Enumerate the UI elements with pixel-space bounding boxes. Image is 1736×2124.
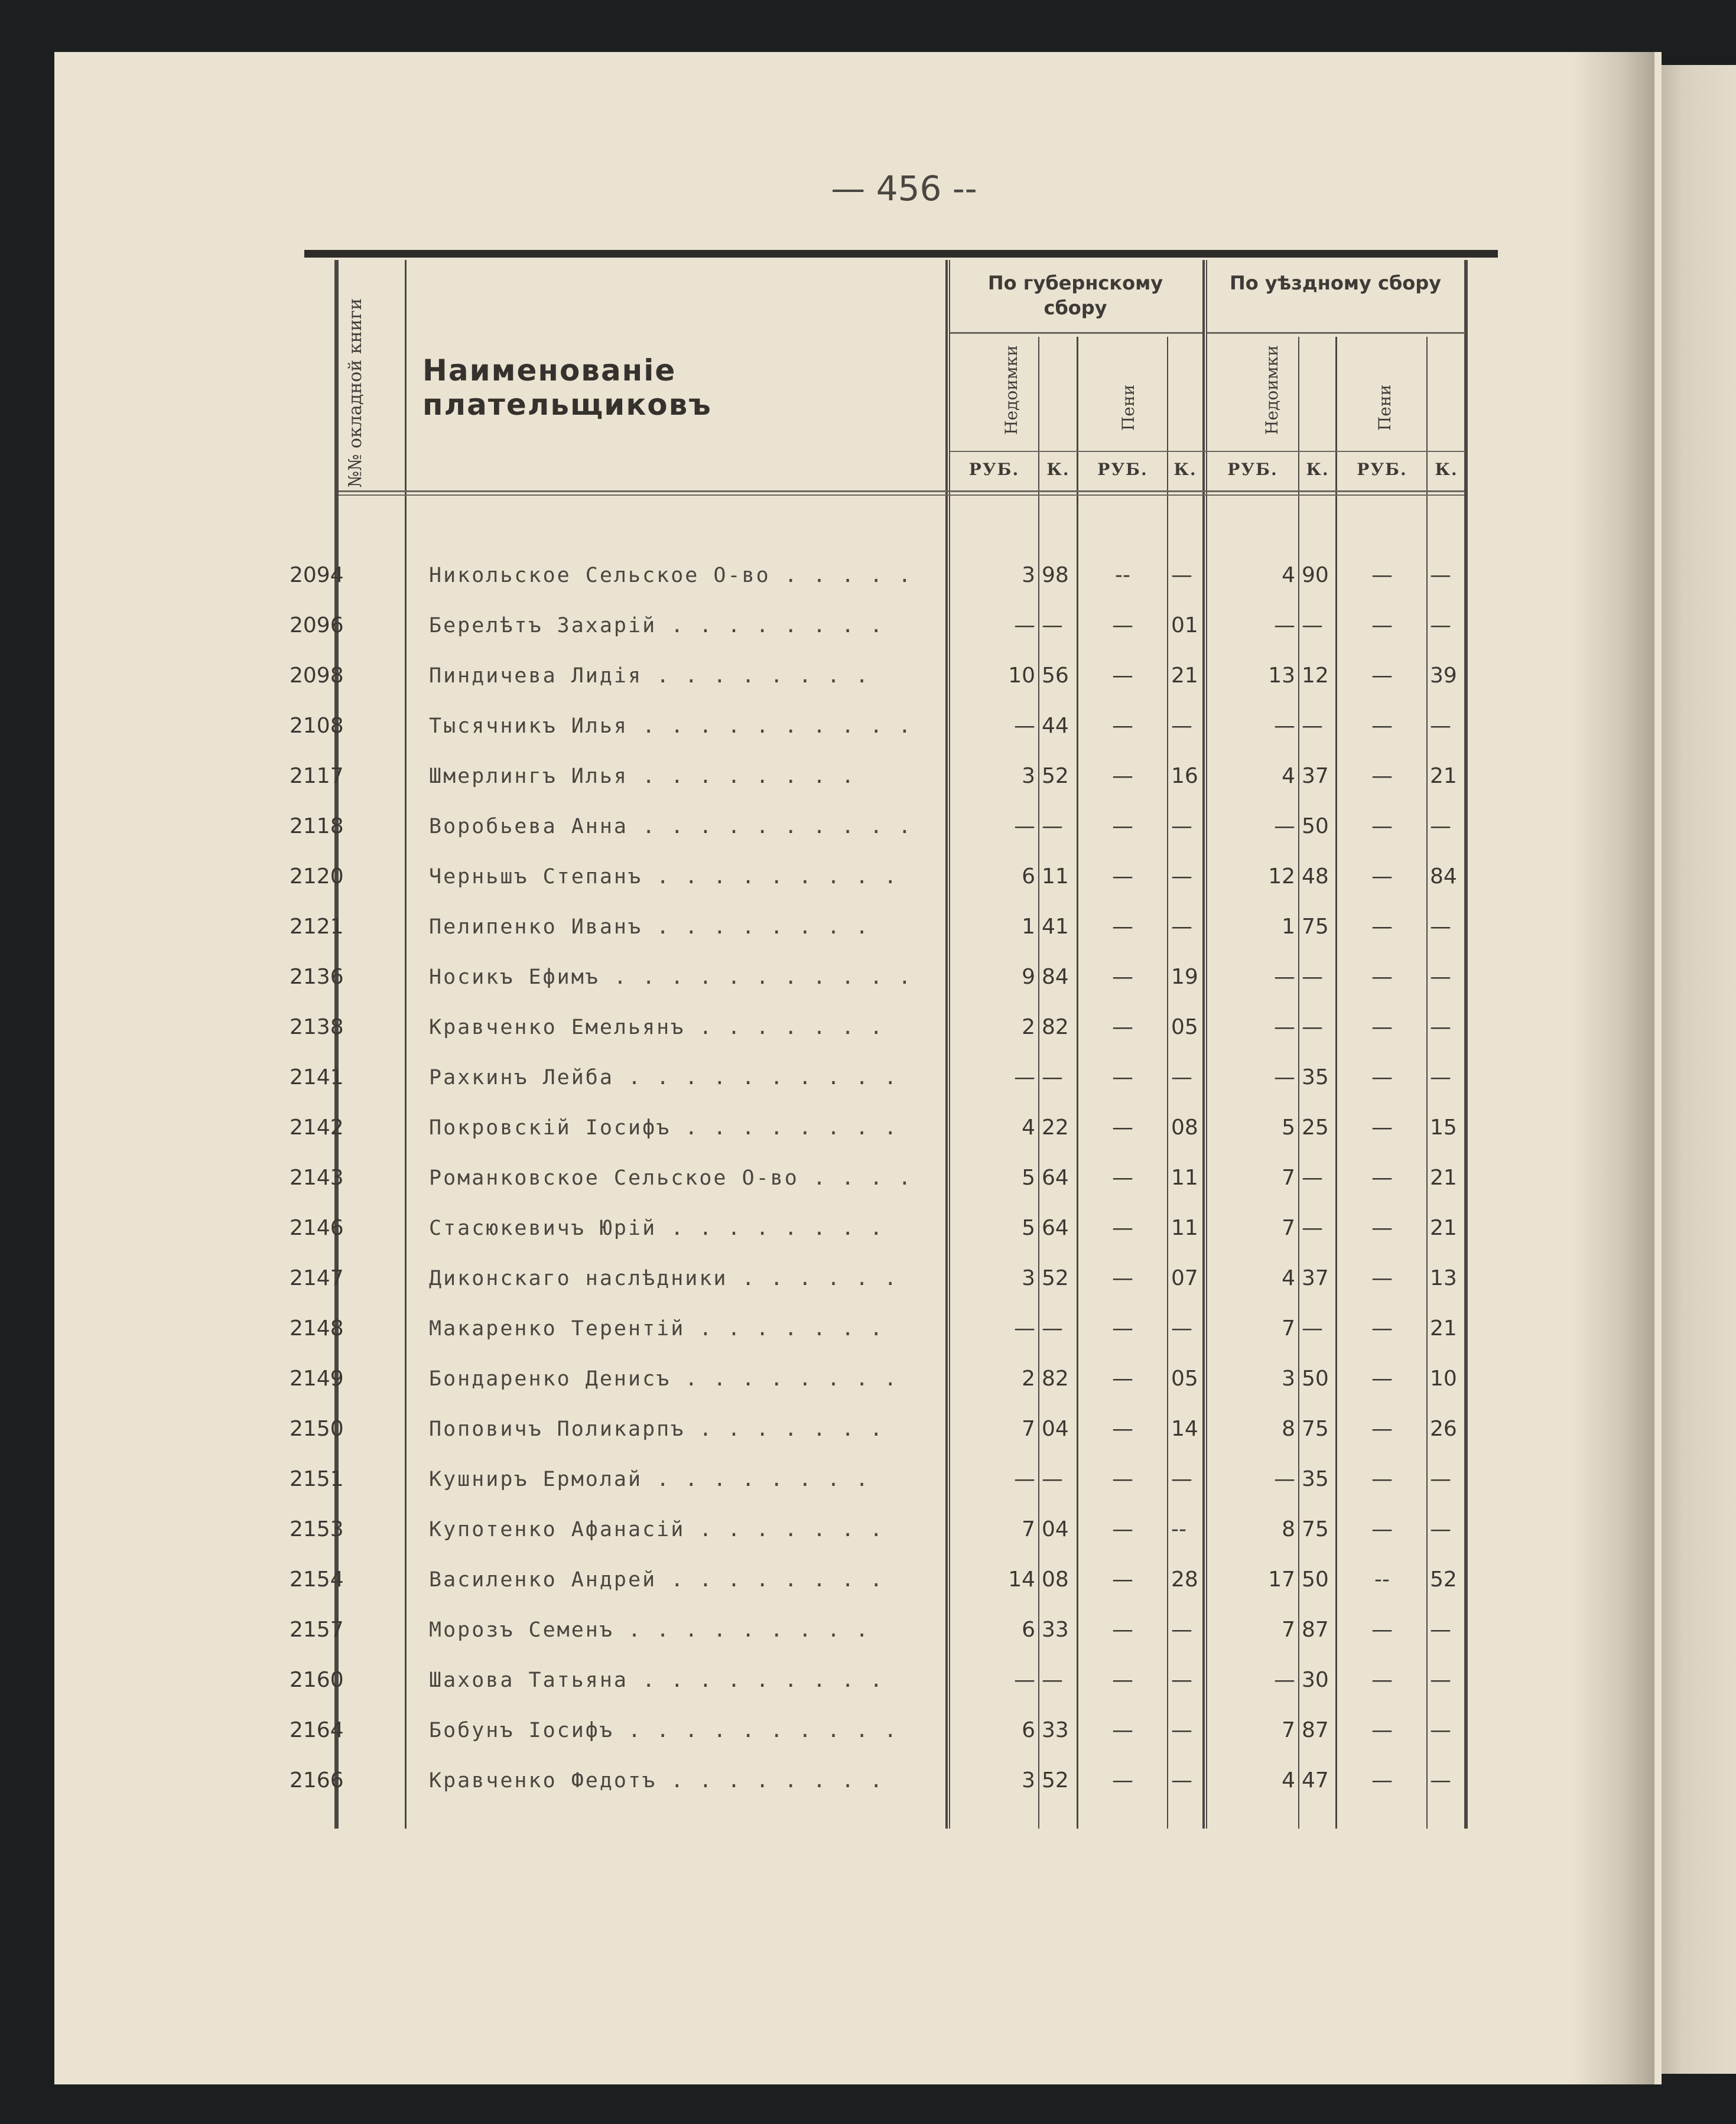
prov-penalty-kop: 08 bbox=[1171, 1115, 1198, 1140]
book-number: 2148 bbox=[290, 1316, 344, 1341]
prov-penalty-rub: — bbox=[1112, 1517, 1133, 1541]
prov-penalty-rub: — bbox=[1112, 1065, 1133, 1089]
prov-penalty-kop: 11 bbox=[1171, 1166, 1198, 1190]
table-row bbox=[0, 1053, 1607, 1102]
prov-arrears-rub: — bbox=[1014, 814, 1035, 838]
prov-penalty-rub: — bbox=[1112, 663, 1133, 688]
provincial-arrears-rub-unit: РУБ. bbox=[968, 460, 1020, 479]
prov-arrears-rub: 3 bbox=[1022, 1266, 1035, 1290]
dist-penalty-kop: 39 bbox=[1430, 663, 1457, 688]
dist-penalty-rub: — bbox=[1371, 613, 1393, 637]
book-number: 2136 bbox=[290, 965, 344, 989]
table-row bbox=[0, 1304, 1607, 1354]
district-arrears-rub-unit: РУБ. bbox=[1227, 460, 1278, 479]
dist-penalty-rub: — bbox=[1371, 1015, 1393, 1039]
prov-penalty-rub: — bbox=[1112, 764, 1133, 788]
district-arrears-header: Недоимки bbox=[1262, 345, 1282, 435]
book-number: 2120 bbox=[290, 864, 344, 889]
payer-name: Шахова Татьяна . . . . . . . . . bbox=[429, 1668, 885, 1692]
book-number: 2141 bbox=[290, 1065, 344, 1089]
payer-name: Бондаренко Денисъ . . . . . . . . bbox=[429, 1367, 899, 1391]
book-number: 2147 bbox=[290, 1266, 344, 1290]
prov-penalty-rub: — bbox=[1112, 1417, 1133, 1441]
prov-penalty-rub: — bbox=[1112, 1668, 1133, 1692]
table-row bbox=[0, 752, 1607, 801]
table-row bbox=[0, 651, 1607, 701]
dist-penalty-rub: — bbox=[1371, 1517, 1393, 1541]
prov-arrears-kop: — bbox=[1042, 814, 1063, 838]
payer-name: Тысячникъ Илья . . . . . . . . . . bbox=[429, 714, 913, 738]
header-bottom-rule bbox=[339, 495, 1464, 496]
dist-arrears-kop: 50 bbox=[1302, 1367, 1329, 1391]
payer-name: Рахкинъ Лейба . . . . . . . . . . bbox=[429, 1066, 899, 1089]
dist-arrears-rub: 8 bbox=[1282, 1417, 1295, 1441]
prov-penalty-kop: 07 bbox=[1171, 1266, 1198, 1290]
prov-penalty-kop: 28 bbox=[1171, 1567, 1198, 1592]
prov-arrears-kop: — bbox=[1042, 1316, 1063, 1341]
dist-arrears-kop: 75 bbox=[1302, 1517, 1329, 1541]
dist-arrears-kop: 75 bbox=[1302, 1417, 1329, 1441]
dist-penalty-rub: — bbox=[1371, 1266, 1393, 1290]
dist-penalty-rub: — bbox=[1371, 1216, 1393, 1240]
prov-penalty-rub: — bbox=[1112, 1768, 1133, 1793]
dist-penalty-rub: — bbox=[1371, 1065, 1393, 1089]
table-row bbox=[0, 1505, 1607, 1554]
dist-penalty-kop: — bbox=[1430, 563, 1451, 587]
prov-penalty-kop: 21 bbox=[1171, 663, 1198, 688]
prov-arrears-kop: — bbox=[1042, 1668, 1063, 1692]
dist-arrears-kop: 50 bbox=[1302, 1567, 1329, 1592]
provincial-penalty-rub-unit: РУБ. bbox=[1097, 460, 1148, 479]
district-tax-header: По уѣздному сбору bbox=[1229, 272, 1442, 294]
payer-name: Шмерлингъ Илья . . . . . . . . bbox=[429, 765, 856, 788]
prov-arrears-kop: 44 bbox=[1042, 714, 1069, 738]
dist-penalty-rub: — bbox=[1371, 1417, 1393, 1441]
payer-name-header: Наименованіе плательщиковъ bbox=[422, 353, 712, 422]
dist-arrears-rub: 1 bbox=[1282, 915, 1295, 939]
prov-penalty-kop: 14 bbox=[1171, 1417, 1198, 1441]
prov-arrears-kop: 11 bbox=[1042, 864, 1069, 889]
payer-name: Никольское Сельское О-во . . . . . bbox=[429, 564, 913, 587]
book-number: 2149 bbox=[290, 1367, 344, 1391]
dist-arrears-rub: — bbox=[1274, 1015, 1295, 1039]
table-row bbox=[0, 1003, 1607, 1052]
dist-penalty-kop: — bbox=[1430, 1668, 1451, 1692]
dist-arrears-rub: — bbox=[1274, 714, 1295, 738]
prov-penalty-kop: 05 bbox=[1171, 1367, 1198, 1391]
prov-arrears-rub: — bbox=[1014, 1316, 1035, 1341]
book-number: 2153 bbox=[290, 1517, 344, 1541]
prov-arrears-kop: 33 bbox=[1042, 1718, 1069, 1742]
prov-arrears-rub: — bbox=[1014, 1668, 1035, 1692]
dist-penalty-kop: 26 bbox=[1430, 1417, 1457, 1441]
prov-penalty-kop: — bbox=[1171, 1668, 1192, 1692]
table-row bbox=[0, 1655, 1607, 1705]
payer-name: Бобунъ Іосифъ . . . . . . . . . . bbox=[429, 1719, 899, 1742]
dist-penalty-kop: — bbox=[1430, 915, 1451, 939]
book-number: 2160 bbox=[290, 1668, 344, 1692]
table-row bbox=[0, 952, 1607, 1002]
prov-arrears-rub: — bbox=[1014, 1467, 1035, 1491]
payer-name: Берелѣтъ Захарій . . . . . . . . bbox=[429, 614, 885, 637]
prov-penalty-kop: — bbox=[1171, 814, 1192, 838]
prov-arrears-kop: 08 bbox=[1042, 1567, 1069, 1592]
payer-name: Покровскій Іосифъ . . . . . . . . bbox=[429, 1116, 899, 1140]
prov-penalty-rub: — bbox=[1112, 1115, 1133, 1140]
dist-arrears-rub: 3 bbox=[1282, 1367, 1295, 1391]
payer-name: Василенко Андрей . . . . . . . . bbox=[429, 1568, 885, 1592]
district-penalty-kop-unit: К. bbox=[1435, 460, 1458, 479]
prov-arrears-rub: 3 bbox=[1022, 563, 1035, 587]
prov-arrears-kop: 04 bbox=[1042, 1517, 1069, 1541]
dist-penalty-rub: — bbox=[1371, 915, 1393, 939]
prov-penalty-kop: — bbox=[1171, 1618, 1192, 1642]
table-row bbox=[0, 1706, 1607, 1755]
prov-arrears-rub: 6 bbox=[1022, 1618, 1035, 1642]
district-penalty-rub-unit: РУБ. bbox=[1357, 460, 1407, 479]
dist-penalty-kop: 21 bbox=[1430, 1216, 1457, 1240]
dist-arrears-kop: 90 bbox=[1302, 563, 1329, 587]
table-row bbox=[0, 551, 1607, 600]
prov-arrears-kop: 64 bbox=[1042, 1216, 1069, 1240]
dist-arrears-rub: — bbox=[1274, 1467, 1295, 1491]
prov-arrears-kop: — bbox=[1042, 1467, 1063, 1491]
payer-name: Диконскаго наслѣдники . . . . . . bbox=[429, 1267, 899, 1290]
dist-penalty-kop: — bbox=[1430, 1467, 1451, 1491]
prov-arrears-rub: 9 bbox=[1022, 965, 1035, 989]
prov-arrears-rub: 4 bbox=[1022, 1115, 1035, 1140]
dist-penalty-rub: -- bbox=[1374, 1567, 1390, 1592]
dist-arrears-rub: — bbox=[1274, 814, 1295, 838]
dist-arrears-kop: 30 bbox=[1302, 1668, 1329, 1692]
prov-arrears-rub: — bbox=[1014, 613, 1035, 637]
prov-arrears-kop: 64 bbox=[1042, 1166, 1069, 1190]
dist-arrears-rub: — bbox=[1274, 613, 1295, 637]
payer-name: Пиндичева Лидія . . . . . . . . bbox=[429, 664, 870, 688]
table-row bbox=[0, 902, 1607, 952]
dist-penalty-rub: — bbox=[1371, 1718, 1393, 1742]
dist-arrears-kop: 12 bbox=[1302, 663, 1329, 688]
dist-arrears-kop: — bbox=[1302, 1015, 1323, 1039]
dist-arrears-kop: 87 bbox=[1302, 1718, 1329, 1742]
dist-arrears-kop: 25 bbox=[1302, 1115, 1329, 1140]
provincial-tax-header: По губернскому сбору bbox=[987, 272, 1163, 319]
prov-arrears-kop: 04 bbox=[1042, 1417, 1069, 1441]
dist-penalty-kop: 21 bbox=[1430, 764, 1457, 788]
table-row bbox=[0, 601, 1607, 650]
table-row bbox=[0, 1153, 1607, 1203]
dist-arrears-kop: — bbox=[1302, 1316, 1323, 1341]
dist-penalty-rub: — bbox=[1371, 1618, 1393, 1642]
prov-arrears-rub: 6 bbox=[1022, 1718, 1035, 1742]
table-row bbox=[0, 1103, 1607, 1153]
prov-arrears-kop: 22 bbox=[1042, 1115, 1069, 1140]
district-arrears-kop-unit: К. bbox=[1306, 460, 1329, 479]
prov-penalty-kop: 05 bbox=[1171, 1015, 1198, 1039]
dist-arrears-kop: — bbox=[1302, 613, 1323, 637]
payer-name: Романковское Сельское О-во . . . . bbox=[429, 1166, 913, 1190]
prov-penalty-kop: — bbox=[1171, 1065, 1192, 1089]
prov-arrears-kop: 84 bbox=[1042, 965, 1069, 989]
dist-penalty-rub: — bbox=[1371, 965, 1393, 989]
prov-arrears-rub: 14 bbox=[1008, 1567, 1035, 1592]
prov-penalty-kop: — bbox=[1171, 1718, 1192, 1742]
dist-arrears-kop: — bbox=[1302, 714, 1323, 738]
dist-penalty-rub: — bbox=[1371, 1166, 1393, 1190]
dist-arrears-kop: 35 bbox=[1302, 1467, 1329, 1491]
prov-penalty-kop: — bbox=[1171, 1467, 1192, 1491]
prov-arrears-rub: 3 bbox=[1022, 764, 1035, 788]
prov-arrears-kop: 52 bbox=[1042, 1266, 1069, 1290]
dist-arrears-kop: — bbox=[1302, 1216, 1323, 1240]
table-row bbox=[0, 1204, 1607, 1253]
payer-name: Поповичъ Поликарпъ . . . . . . . bbox=[429, 1417, 885, 1441]
prov-penalty-kop: — bbox=[1171, 563, 1192, 587]
dist-arrears-rub: 5 bbox=[1282, 1115, 1295, 1140]
prov-penalty-rub: — bbox=[1112, 1567, 1133, 1592]
book-number: 2166 bbox=[290, 1768, 344, 1793]
dist-arrears-kop: 35 bbox=[1302, 1065, 1329, 1089]
prov-penalty-kop: 19 bbox=[1171, 965, 1198, 989]
book-number: 2096 bbox=[290, 613, 344, 637]
prov-penalty-kop: -- bbox=[1171, 1517, 1186, 1541]
group-header-rule bbox=[1207, 332, 1465, 334]
prov-arrears-rub: 3 bbox=[1022, 1768, 1035, 1793]
prov-penalty-rub: — bbox=[1112, 965, 1133, 989]
payer-name: Стасюкевичъ Юрій . . . . . . . . bbox=[429, 1216, 885, 1240]
payer-name: Черньшъ Степанъ . . . . . . . . . bbox=[429, 865, 899, 889]
prov-arrears-rub: 7 bbox=[1022, 1417, 1035, 1441]
prov-penalty-rub: -- bbox=[1115, 563, 1130, 587]
table-row bbox=[0, 802, 1607, 851]
prov-arrears-kop: — bbox=[1042, 1065, 1063, 1089]
prov-penalty-rub: — bbox=[1112, 864, 1133, 889]
dist-penalty-rub: — bbox=[1371, 663, 1393, 688]
prov-arrears-rub: 2 bbox=[1022, 1367, 1035, 1391]
prov-arrears-rub: — bbox=[1014, 1065, 1035, 1089]
adjacent-page-edge bbox=[1649, 65, 1736, 2074]
dist-penalty-kop: — bbox=[1430, 1768, 1451, 1793]
prov-arrears-kop: 33 bbox=[1042, 1618, 1069, 1642]
prov-penalty-kop: 01 bbox=[1171, 613, 1198, 637]
prov-penalty-kop: — bbox=[1171, 714, 1192, 738]
dist-penalty-rub: — bbox=[1371, 563, 1393, 587]
book-number: 2121 bbox=[290, 915, 344, 939]
dist-arrears-rub: 7 bbox=[1282, 1166, 1295, 1190]
table-row bbox=[0, 852, 1607, 902]
prov-arrears-rub: 2 bbox=[1022, 1015, 1035, 1039]
book-number: 2142 bbox=[290, 1115, 344, 1140]
prov-penalty-rub: — bbox=[1112, 1618, 1133, 1642]
dist-arrears-kop: 50 bbox=[1302, 814, 1329, 838]
dist-arrears-kop: 87 bbox=[1302, 1618, 1329, 1642]
dist-arrears-rub: 17 bbox=[1268, 1567, 1295, 1592]
dist-penalty-rub: — bbox=[1371, 1668, 1393, 1692]
dist-penalty-rub: — bbox=[1371, 864, 1393, 889]
dist-arrears-kop: 37 bbox=[1302, 1266, 1329, 1290]
book-number: 2154 bbox=[290, 1567, 344, 1592]
dist-penalty-kop: — bbox=[1430, 714, 1451, 738]
dist-arrears-kop: 75 bbox=[1302, 915, 1329, 939]
table-row bbox=[0, 1354, 1607, 1404]
prov-penalty-rub: — bbox=[1112, 1216, 1133, 1240]
prov-arrears-kop: 98 bbox=[1042, 563, 1069, 587]
dist-arrears-rub: 4 bbox=[1282, 563, 1295, 587]
book-number: 2138 bbox=[290, 1015, 344, 1039]
dist-penalty-rub: — bbox=[1371, 1768, 1393, 1793]
dist-arrears-rub: — bbox=[1274, 1065, 1295, 1089]
payer-name: Морозъ Семенъ . . . . . . . . . bbox=[429, 1618, 870, 1642]
dist-penalty-rub: — bbox=[1371, 1367, 1393, 1391]
book-number: 2146 bbox=[290, 1216, 344, 1240]
prov-penalty-kop: — bbox=[1171, 1316, 1192, 1341]
dist-penalty-rub: — bbox=[1371, 1316, 1393, 1341]
payer-name: Кушниръ Ермолай . . . . . . . . bbox=[429, 1468, 870, 1491]
dist-arrears-rub: 13 bbox=[1268, 663, 1295, 688]
dist-arrears-rub: 7 bbox=[1282, 1618, 1295, 1642]
prov-arrears-rub: — bbox=[1014, 714, 1035, 738]
dist-arrears-rub: — bbox=[1274, 1668, 1295, 1692]
table-row bbox=[0, 1756, 1607, 1806]
dist-penalty-kop: — bbox=[1430, 814, 1451, 838]
book-number-header: №№ окладной книги bbox=[345, 298, 366, 488]
table-top-rule bbox=[304, 250, 1498, 258]
page-number: — 456 -- bbox=[831, 168, 977, 209]
dist-penalty-kop: 21 bbox=[1430, 1316, 1457, 1341]
prov-arrears-kop: 56 bbox=[1042, 663, 1069, 688]
prov-arrears-kop: 82 bbox=[1042, 1015, 1069, 1039]
dist-penalty-kop: — bbox=[1430, 1618, 1451, 1642]
payer-name: Пелипенко Иванъ . . . . . . . . bbox=[429, 915, 870, 939]
dist-arrears-rub: 4 bbox=[1282, 1266, 1295, 1290]
prov-penalty-rub: — bbox=[1112, 613, 1133, 637]
prov-penalty-rub: — bbox=[1112, 1266, 1133, 1290]
dist-arrears-rub: 8 bbox=[1282, 1517, 1295, 1541]
dist-arrears-kop: 47 bbox=[1302, 1768, 1329, 1793]
prov-penalty-rub: — bbox=[1112, 814, 1133, 838]
dist-penalty-kop: 13 bbox=[1430, 1266, 1457, 1290]
prov-penalty-rub: — bbox=[1112, 1718, 1133, 1742]
provincial-penalty-kop-unit: К. bbox=[1173, 460, 1197, 479]
prov-arrears-kop: 52 bbox=[1042, 764, 1069, 788]
group-header-rule bbox=[950, 332, 1202, 334]
prov-arrears-kop: — bbox=[1042, 613, 1063, 637]
table-row bbox=[0, 1404, 1607, 1454]
table-row bbox=[0, 1455, 1607, 1504]
dist-penalty-kop: 10 bbox=[1430, 1367, 1457, 1391]
book-number: 2098 bbox=[290, 663, 344, 688]
prov-penalty-kop: 11 bbox=[1171, 1216, 1198, 1240]
prov-penalty-rub: — bbox=[1112, 1467, 1133, 1491]
prov-penalty-kop: — bbox=[1171, 1768, 1192, 1793]
dist-penalty-rub: — bbox=[1371, 764, 1393, 788]
prov-penalty-rub: — bbox=[1112, 1367, 1133, 1391]
prov-penalty-rub: — bbox=[1112, 1166, 1133, 1190]
payer-name: Купотенко Афанасій . . . . . . . bbox=[429, 1518, 885, 1541]
dist-arrears-rub: 7 bbox=[1282, 1718, 1295, 1742]
dist-penalty-kop: — bbox=[1430, 1015, 1451, 1039]
dist-arrears-kop: 37 bbox=[1302, 764, 1329, 788]
dist-arrears-kop: — bbox=[1302, 965, 1323, 989]
dist-penalty-kop: 15 bbox=[1430, 1115, 1457, 1140]
prov-arrears-rub: 5 bbox=[1022, 1166, 1035, 1190]
prov-arrears-rub: 6 bbox=[1022, 864, 1035, 889]
book-number: 2117 bbox=[290, 764, 344, 788]
book-number: 2094 bbox=[290, 563, 344, 587]
prov-penalty-kop: 16 bbox=[1171, 764, 1198, 788]
book-number: 2118 bbox=[290, 814, 344, 838]
table-row bbox=[0, 1605, 1607, 1655]
header-bottom-rule bbox=[339, 490, 1464, 492]
dist-arrears-rub: 4 bbox=[1282, 1768, 1295, 1793]
table-row bbox=[0, 1555, 1607, 1605]
prov-arrears-kop: 41 bbox=[1042, 915, 1069, 939]
prov-arrears-rub: 7 bbox=[1022, 1517, 1035, 1541]
dist-arrears-rub: 4 bbox=[1282, 764, 1295, 788]
book-number: 2150 bbox=[290, 1417, 344, 1441]
payer-name: Кравченко Федотъ . . . . . . . . bbox=[429, 1769, 885, 1793]
prov-penalty-rub: — bbox=[1112, 915, 1133, 939]
book-number: 2151 bbox=[290, 1467, 344, 1491]
prov-arrears-rub: 10 bbox=[1008, 663, 1035, 688]
prov-penalty-rub: — bbox=[1112, 1316, 1133, 1341]
table-row bbox=[0, 1254, 1607, 1303]
book-number: 2164 bbox=[290, 1718, 344, 1742]
prov-penalty-kop: — bbox=[1171, 864, 1192, 889]
payer-name: Макаренко Терентій . . . . . . . bbox=[429, 1317, 885, 1341]
dist-penalty-kop: — bbox=[1430, 613, 1451, 637]
table-row bbox=[0, 701, 1607, 751]
prov-arrears-rub: 1 bbox=[1022, 915, 1035, 939]
dist-arrears-kop: — bbox=[1302, 1166, 1323, 1190]
dist-penalty-kop: 84 bbox=[1430, 864, 1457, 889]
payer-name: Кравченко Емельянъ . . . . . . . bbox=[429, 1016, 885, 1039]
dist-penalty-rub: — bbox=[1371, 714, 1393, 738]
dist-penalty-rub: — bbox=[1371, 814, 1393, 838]
dist-penalty-kop: — bbox=[1430, 1718, 1451, 1742]
dist-arrears-rub: 12 bbox=[1268, 864, 1295, 889]
prov-penalty-rub: — bbox=[1112, 1015, 1133, 1039]
prov-arrears-kop: 52 bbox=[1042, 1768, 1069, 1793]
dist-arrears-rub: — bbox=[1274, 965, 1295, 989]
provincial-penalty-header: Пени bbox=[1119, 384, 1138, 431]
prov-penalty-kop: — bbox=[1171, 915, 1192, 939]
prov-arrears-kop: 82 bbox=[1042, 1367, 1069, 1391]
prov-arrears-rub: 5 bbox=[1022, 1216, 1035, 1240]
dist-penalty-kop: — bbox=[1430, 1065, 1451, 1089]
dist-arrears-kop: 48 bbox=[1302, 864, 1329, 889]
book-number: 2108 bbox=[290, 714, 344, 738]
district-penalty-header: Пени bbox=[1375, 384, 1394, 431]
payer-name: Воробьева Анна . . . . . . . . . . bbox=[429, 815, 913, 838]
dist-arrears-rub: 7 bbox=[1282, 1316, 1295, 1341]
dist-arrears-rub: 7 bbox=[1282, 1216, 1295, 1240]
payer-name: Носикъ Ефимъ . . . . . . . . . . . bbox=[429, 965, 913, 989]
dist-penalty-rub: — bbox=[1371, 1467, 1393, 1491]
book-number: 2143 bbox=[290, 1166, 344, 1190]
provincial-arrears-kop-unit: К. bbox=[1046, 460, 1070, 479]
dist-penalty-kop: 52 bbox=[1430, 1567, 1457, 1592]
dist-penalty-rub: — bbox=[1371, 1115, 1393, 1140]
prov-penalty-rub: — bbox=[1112, 714, 1133, 738]
dist-penalty-kop: — bbox=[1430, 965, 1451, 989]
dist-penalty-kop: 21 bbox=[1430, 1166, 1457, 1190]
book-number: 2157 bbox=[290, 1618, 344, 1642]
dist-penalty-kop: — bbox=[1430, 1517, 1451, 1541]
provincial-arrears-header: Недоимки bbox=[1002, 345, 1021, 435]
